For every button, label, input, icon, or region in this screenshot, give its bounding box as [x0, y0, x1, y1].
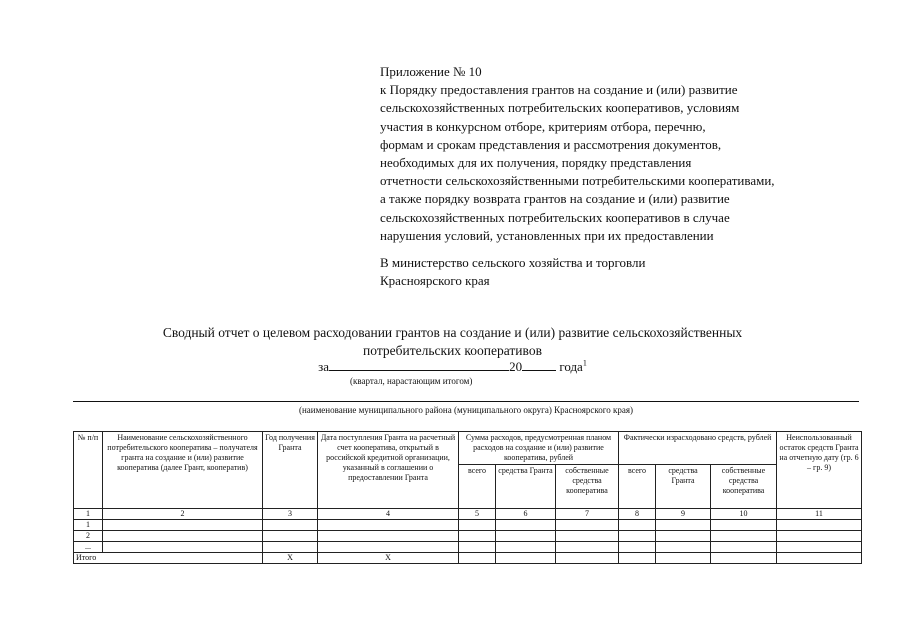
table-cell[interactable] [263, 520, 318, 531]
annex-line: а также порядку возврата грантов на создание и (или) развитие [380, 191, 730, 207]
annex-line: к Порядку предоставления грантов на создание и (или) развитие [380, 82, 738, 98]
header-grant-year: Год получения Гранта [263, 432, 318, 509]
table-cell[interactable] [318, 542, 459, 553]
table-cell[interactable] [103, 542, 263, 553]
table-cell[interactable] [777, 553, 862, 564]
header-actual-own: собственные средства кооператива [711, 465, 777, 509]
table-cell[interactable] [619, 542, 656, 553]
addressee-line-2: Красноярского края [380, 273, 490, 288]
table-cell[interactable] [711, 553, 777, 564]
header-number: № п/п [74, 432, 103, 509]
table-row [74, 542, 862, 553]
table-cell[interactable] [619, 553, 656, 564]
table-cell[interactable] [619, 531, 656, 542]
header-planned-total: всего [459, 465, 496, 509]
total-grant-year: Х [263, 553, 318, 564]
total-grant-date: Х [318, 553, 459, 564]
table-cell[interactable] [777, 542, 862, 553]
column-number: 5 [459, 509, 496, 520]
table-cell[interactable] [556, 553, 619, 564]
header-planned-expenses: Сумма расходов, предусмотренная планом расходов на создание и (или) развитие кооператива, рублей [459, 432, 619, 465]
header-planned-grant: средства Гранта [496, 465, 556, 509]
year-blank[interactable] [522, 358, 556, 371]
annex-line: сельскохозяйственных потребительских кооперативов в случае [380, 209, 730, 225]
report-title-line-2: потребительских кооперативов [363, 343, 542, 358]
table-row [74, 531, 862, 542]
district-caption: (наименование муниципального района (муниципального округа) Красноярского края) [298, 405, 634, 415]
annex-line: участия в конкурсном отборе, критериям отбора, перечню, [380, 118, 706, 134]
table-cell[interactable] [777, 520, 862, 531]
table-cell[interactable] [318, 531, 459, 542]
table-cell[interactable] [556, 520, 619, 531]
column-number: 1 [74, 509, 103, 520]
table-cell[interactable] [656, 531, 711, 542]
header-cooperative-name: Наименование сельскохозяйственного потребительского кооператива – получателя гранта на создание и (или) развитие кооператива (далее Грант, кооператив) [103, 432, 263, 509]
header-grant-date: Дата поступления Гранта на расчетный счет кооператива, открытый в российской кредитной организации, указанный в соглашении о предоставлении Гранта [318, 432, 459, 509]
column-number: 6 [496, 509, 556, 520]
table-cell[interactable] [711, 542, 777, 553]
table-row [74, 520, 862, 531]
quarter-blank[interactable] [329, 358, 509, 371]
table-cell[interactable] [711, 520, 777, 531]
header-actual-total: всего [619, 465, 656, 509]
total-row [74, 553, 862, 564]
table-cell[interactable] [496, 520, 556, 531]
report-title [40, 324, 865, 360]
header-row-1 [74, 432, 862, 465]
table-cell[interactable] [459, 542, 496, 553]
table-cell[interactable] [556, 531, 619, 542]
annex-title: Приложение № 10 [380, 64, 482, 79]
table-cell[interactable] [459, 520, 496, 531]
row-number: 1 [74, 520, 103, 531]
table-cell[interactable] [656, 553, 711, 564]
column-number: 3 [263, 509, 318, 520]
column-number: 11 [777, 509, 862, 520]
footnote-mark: 1 [582, 358, 587, 368]
header-actual-grant: средства Гранта [656, 465, 711, 509]
report-period [40, 358, 865, 375]
column-number: 7 [556, 509, 619, 520]
table-cell[interactable] [656, 520, 711, 531]
table-cell[interactable] [496, 531, 556, 542]
column-number: 10 [711, 509, 777, 520]
annex-line: формам и срокам представления и рассмотрения документов, [380, 136, 722, 152]
table-cell[interactable] [711, 531, 777, 542]
addressee-line-1: В министерство сельского хозяйства и торговли [380, 255, 646, 270]
table-cell[interactable] [656, 542, 711, 553]
header-planned-own: собственные средства кооператива [556, 465, 619, 509]
table-cell[interactable] [459, 531, 496, 542]
table-cell[interactable] [263, 531, 318, 542]
period-hint: (квартал, нарастающим итогом) [350, 376, 473, 386]
column-number: 2 [103, 509, 263, 520]
annex-line: сельскохозяйственных потребительских кооперативов, условиям [380, 100, 740, 116]
column-number: 4 [318, 509, 459, 520]
report-title-line-1: Сводный отчет о целевом расходовании грантов на создание и (или) развитие сельскохозяйственных [162, 325, 743, 340]
table-cell[interactable] [318, 520, 459, 531]
period-suffix: года [559, 359, 583, 374]
column-number-row [74, 509, 862, 520]
report-table [73, 431, 862, 564]
annex-line: нарушения условий, установленных при их предоставлении [380, 227, 714, 243]
header-actual-expenses: Фактически израсходовано средств, рублей [619, 432, 777, 465]
row-number: ... [74, 542, 103, 553]
table-cell[interactable] [459, 553, 496, 564]
row-number: 2 [74, 531, 103, 542]
table-cell[interactable] [103, 520, 263, 531]
annex-line: отчетности сельскохозяйственными потребительскими кооперативами, [380, 173, 775, 189]
period-prefix: за [318, 359, 330, 374]
table-cell[interactable] [496, 542, 556, 553]
table-cell[interactable] [556, 542, 619, 553]
table-cell[interactable] [103, 531, 263, 542]
table-cell[interactable] [263, 542, 318, 553]
district-line [73, 401, 859, 402]
header-unused-balance: Неиспользованный остаток средств Гранта на отчетную дату (гр. 6 – гр. 9) [777, 432, 862, 509]
table-cell[interactable] [496, 553, 556, 564]
column-number: 8 [619, 509, 656, 520]
annex-header [380, 63, 880, 245]
period-year-prefix: 20 [509, 359, 523, 374]
column-number: 9 [656, 509, 711, 520]
table-cell[interactable] [619, 520, 656, 531]
addressee [380, 254, 645, 290]
total-label: Итого [74, 553, 263, 564]
annex-line: необходимых для их получения, порядку представления [380, 155, 692, 171]
table-cell[interactable] [777, 531, 862, 542]
